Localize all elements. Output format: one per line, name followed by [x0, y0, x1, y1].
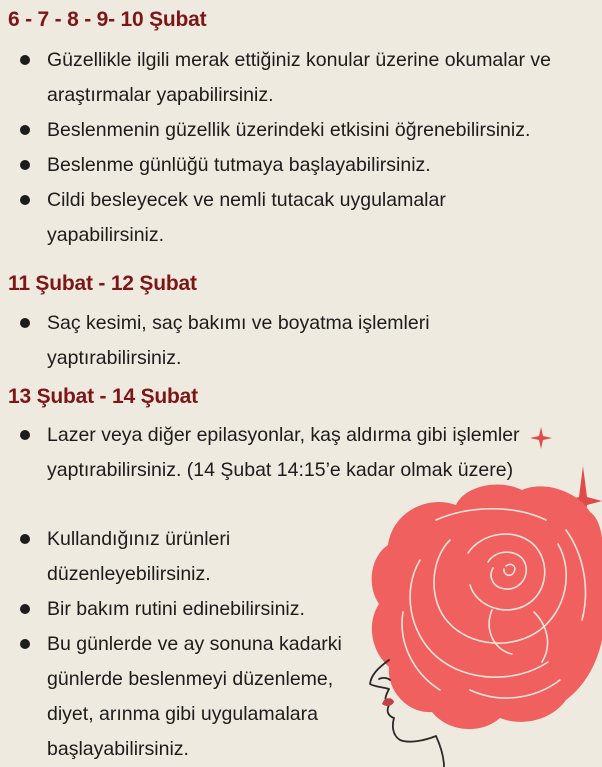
list-item: [20, 183, 520, 253]
list-item: [20, 43, 580, 113]
section-heading-13-14-subat: 13 Şubat - 14 Şubat: [8, 385, 198, 408]
list-item-text: Cildi besleyecek ve nemli tutacak uygulamalar yapabilirsiniz.: [47, 189, 446, 246]
bullet-icon: [20, 604, 30, 614]
section-heading-11-12-subat: 11 Şubat - 12 Şubat: [8, 272, 197, 295]
list-item-text: Beslenme günlüğü tutmaya başlayabilirsiniz.: [47, 154, 431, 176]
lips: [382, 698, 394, 706]
list-item: [20, 148, 580, 183]
bullet-icon: [20, 195, 30, 205]
bullet-icon: [20, 318, 30, 328]
bullet-icon: [20, 430, 30, 440]
list-item: [20, 306, 480, 376]
bullet-icon: [20, 55, 30, 65]
list-item-text: Bir bakım rutini edinebilirsiniz.: [47, 598, 305, 620]
sparkle-icon: [530, 427, 602, 540]
section-heading-6-10-subat: 6 - 7 - 8 - 9- 10 Şubat: [8, 8, 207, 31]
list-item-text: Kullandığınız ürünleri düzenleyebilirsiniz.: [47, 528, 231, 585]
list-item: [20, 113, 580, 148]
bullet-icon: [20, 534, 30, 544]
list-item: [20, 627, 372, 767]
list-item-text: Beslenmenin güzellik üzerindeki etkisini öğrenebilirsiniz.: [47, 119, 531, 141]
list-item-text: Saç kesimi, saç bakımı ve boyatma işlemleri yaptırabilirsiniz.: [47, 312, 430, 369]
face-profile: [370, 660, 444, 767]
bullet-icon: [20, 125, 30, 135]
list-item-text: Lazer veya diğer epilasyonlar, kaş aldırma gibi işlemler yaptırabilirsiniz. (14 Şubat 14:15’e kadar olmak üzere): [47, 424, 520, 481]
list-item: [20, 522, 260, 592]
list-item: [20, 418, 530, 488]
bullet-icon: [20, 639, 30, 649]
bullet-icon: [20, 160, 30, 170]
list-item: [20, 592, 350, 627]
rose-flower: [372, 485, 602, 730]
list-item-text: Bu günlerde ve ay sonuna kadarki günlerde beslenmeyi düzenleme, diyet, arınma gibi uygulamalara başlayabilirsiniz.: [47, 633, 342, 760]
list-item-text: Güzellikle ilgili merak ettiğiniz konular üzerine okumalar ve araştırmalar yapabilirsiniz.: [47, 49, 551, 106]
